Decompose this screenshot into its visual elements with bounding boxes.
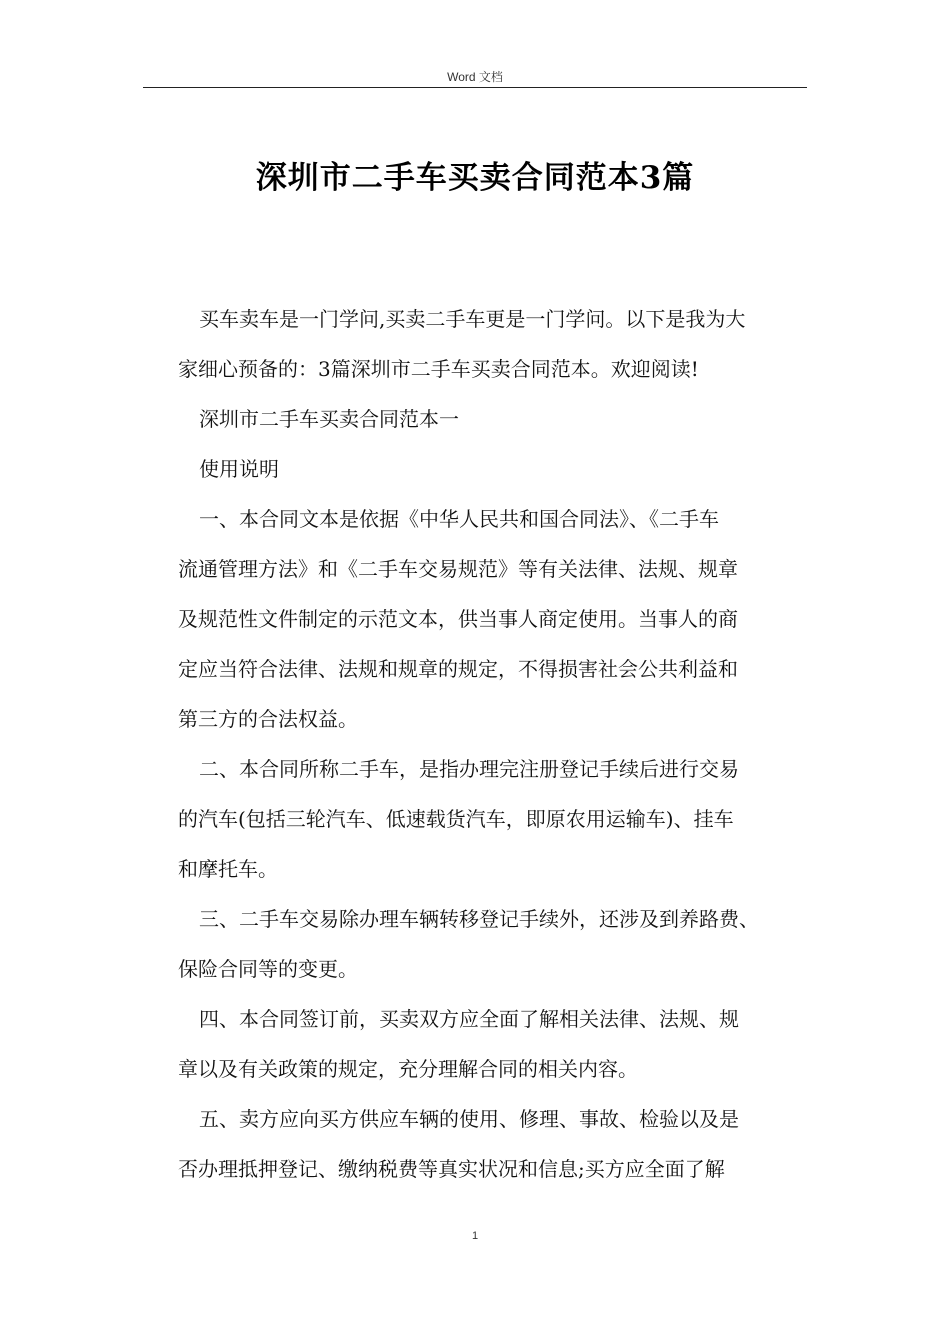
page-number: 1 <box>471 1230 479 1242</box>
paragraph-item-5 <box>178 1094 814 1194</box>
paragraph-usage-heading <box>178 444 814 494</box>
line: 保险合同等的变更。 <box>178 957 358 981</box>
page-header-label: Word 文档 <box>447 70 503 84</box>
line: 定应当符合法律、法规和规章的规定，不得损害社会公共利益和 <box>178 657 738 681</box>
line: 家细心预备的：3篇深圳市二手车买卖合同范本。欢迎阅读! <box>178 357 699 381</box>
document-body <box>178 294 814 1194</box>
paragraph-item-3 <box>178 894 814 994</box>
line: 第三方的合法权益。 <box>178 707 358 731</box>
line: 和摩托车。 <box>178 857 278 881</box>
document-title: 深圳市二手车买卖合同范本3篇 <box>255 160 695 196</box>
line: 四、本合同签订前，买卖双方应全面了解相关法律、法规、规 <box>199 1007 739 1031</box>
line: 流通管理方法》和《二手车交易规范》等有关法律、法规、规章 <box>178 557 738 581</box>
paragraph-item-2 <box>178 744 814 894</box>
line: 一、本合同文本是依据《中华人民共和国合同法》、《二手车 <box>199 507 719 531</box>
paragraph-section-heading <box>178 394 814 444</box>
header-divider <box>143 87 807 88</box>
line: 五、卖方应向买方供应车辆的使用、修理、事故、检验以及是 <box>199 1107 739 1131</box>
line: 买车卖车是一门学问,买卖二手车更是一门学问。以下是我为大 <box>199 307 746 331</box>
line: 深圳市二手车买卖合同范本一 <box>199 407 459 431</box>
line: 章以及有关政策的规定，充分理解合同的相关内容。 <box>178 1057 638 1081</box>
paragraph-intro <box>178 294 814 394</box>
line: 否办理抵押登记、缴纳税费等真实状况和信息;买方应全面了解 <box>178 1157 725 1181</box>
line: 及规范性文件制定的示范文本，供当事人商定使用。当事人的商 <box>178 607 738 631</box>
paragraph-item-4 <box>178 994 814 1094</box>
line: 二、本合同所称二手车，是指办理完注册登记手续后进行交易 <box>199 757 739 781</box>
line: 的汽车(包括三轮汽车、低速载货汽车，即原农用运输车)、挂车 <box>178 807 734 831</box>
paragraph-item-1 <box>178 494 814 744</box>
line: 三、二手车交易除办理车辆转移登记手续外，还涉及到养路费、 <box>199 907 759 931</box>
line: 使用说明 <box>199 457 279 481</box>
